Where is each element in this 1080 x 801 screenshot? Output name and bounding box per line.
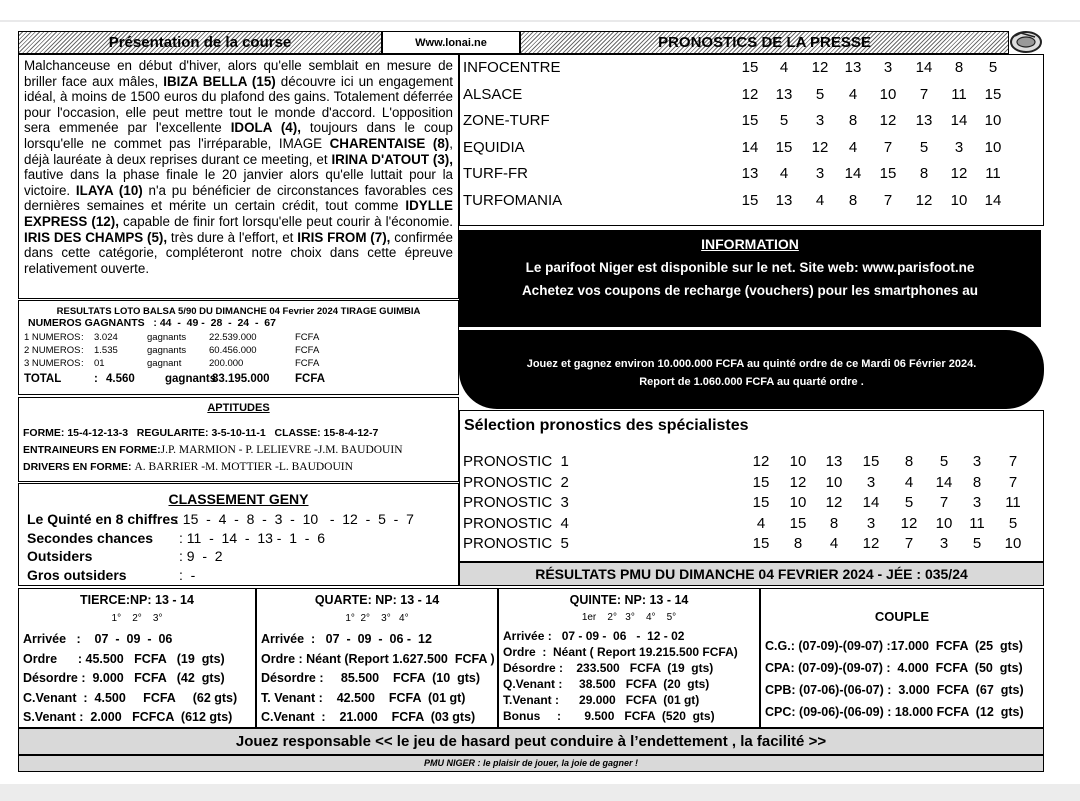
loto-results-box <box>18 300 459 395</box>
press-number: 12 <box>879 112 897 129</box>
quarte-box <box>256 588 498 728</box>
loto-cell-amount: 60.456.000 <box>209 345 257 356</box>
press-number: 12 <box>811 138 829 156</box>
quinte-box <box>498 588 760 728</box>
press-number: 15 <box>741 59 759 76</box>
geny-label: Le Quinté en 8 chiffres <box>27 511 178 527</box>
text-segment: capable de finir fort lorsqu'elle peut courir à l'économie. <box>118 213 453 229</box>
pronostic-number: 12 <box>900 514 918 532</box>
horse-name: IDYLLE EXPRESS (12), <box>24 198 453 229</box>
pronostic-number: 15 <box>752 535 770 552</box>
tierce-line: Désordre : 9.000 FCFA (42 gts) <box>23 671 225 685</box>
geny-value: : - <box>179 566 196 583</box>
loto-total-label: TOTAL <box>24 373 62 385</box>
geny-value: : 11 - 14 - 13 - 1 - 6 <box>179 529 326 546</box>
pronostic-number: 10 <box>1004 535 1022 552</box>
aptitudes-forme: FORME: 15-4-12-13-3 REGULARITE: 3-5-10-11-1 CLASSE: 15-8-4-12-7 <box>23 427 379 439</box>
quinte-line: Q.Venant : 38.500 FCFA (20 gts) <box>503 677 710 691</box>
pronostic-number: 14 <box>862 494 880 511</box>
press-number: 12 <box>741 85 759 103</box>
geny-title: CLASSEMENT GENY <box>168 491 309 507</box>
loto-cell-word: gagnants <box>147 332 187 343</box>
tierce-places: 1° 2° 3° <box>111 613 163 624</box>
pronostic-number: 3 <box>972 453 982 470</box>
jackpot-line-1: Jouez et gagnez environ 10.000.000 FCFA au quinté ordre de ce Mardi 06 Février 2024. <box>526 358 977 370</box>
pronostic-number: 8 <box>793 535 803 552</box>
top-divider <box>0 20 1080 22</box>
press-source-name: INFOCENTRE <box>463 59 561 76</box>
loto-title: RESULTATS LOTO BALSA 5/90 DU DIMANCHE 04 Fevrier 2024 TIRAGE GUIMBIA <box>56 306 421 317</box>
loto-cell-word: gagnants <box>147 345 187 356</box>
pronostic-label: PRONOSTIC 5 <box>463 535 569 552</box>
geny-value: : 15 - 4 - 8 - 3 - 10 - 12 - 5 - 7 <box>175 511 414 527</box>
pronostic-number: 5 <box>972 535 982 552</box>
quarte-line: Ordre : Néant (Report 1.627.500 FCFA ) <box>261 651 495 666</box>
loto-cell-cur: FCFA <box>295 358 320 369</box>
information-line-2: Achetez vos coupons de recharge (vouchers) pour les smartphones au <box>521 283 979 298</box>
text-segment: très dure à l'effort, et <box>167 229 298 245</box>
aptitudes-entraineurs <box>23 444 403 456</box>
geny-label: Outsiders <box>27 548 93 564</box>
press-number: 15 <box>775 138 793 156</box>
loto-cell-sep: : <box>81 332 84 343</box>
press-number: 15 <box>984 85 1002 103</box>
press-number: 8 <box>848 112 858 129</box>
aptitudes-title: APTITUDES <box>207 402 270 414</box>
pronostic-number: 13 <box>825 453 843 470</box>
text-segment: n'a pu bénéficier de circonstances favorables ces dernières semaines et mérite un certain crédit, tout comme <box>24 182 453 214</box>
couple-title: COUPLE <box>874 609 930 624</box>
horse-name: ILAYA (10) <box>75 182 143 198</box>
pronostic-number: 5 <box>904 494 914 511</box>
pronostic-number: 15 <box>752 494 770 511</box>
quinte-line: T.Venant : 29.000 FCFA (01 gt) <box>503 693 700 707</box>
loto-cell-count: 01 <box>94 358 105 369</box>
horse-name: CHARENTAISE (8) <box>329 135 450 151</box>
press-number: 15 <box>741 112 759 129</box>
quarte-line: T. Venant : 42.500 FCFA (01 gt) <box>261 690 466 705</box>
pronostic-number: 10 <box>825 473 843 491</box>
loto-total-count: 4.560 <box>106 373 135 385</box>
press-number: 13 <box>775 191 793 209</box>
horse-name: IRIS DES CHAMPS (5), <box>24 229 168 245</box>
selection-box <box>459 410 1044 562</box>
pronostic-number: 4 <box>904 473 914 491</box>
press-number: 8 <box>848 191 858 209</box>
press-table <box>459 54 1044 226</box>
press-source-name: ZONE-TURF <box>463 112 550 129</box>
pmu-results-title: RÉSULTATS PMU DU DIMANCHE 04 FEVRIER 2024 - JÉE : 035/24 <box>459 562 1044 586</box>
pronostic-number: 7 <box>904 535 914 552</box>
press-number: 11 <box>951 85 967 103</box>
pronostic-number: 4 <box>829 535 839 552</box>
tierce-box <box>18 588 256 728</box>
tierce-line: S.Venant : 2.000 FCFCA (612 gts) <box>23 710 233 724</box>
text-segment: , déjà lauréate à deux reprises durant ce meeting, et <box>24 135 454 167</box>
geny-value: : 9 - 2 <box>179 548 223 564</box>
aptitudes-drivers <box>23 461 353 473</box>
tierce-line: Ordre : 45.500 FCFA (19 gts) <box>23 651 225 666</box>
pronostic-number: 3 <box>972 494 982 511</box>
press-number: 10 <box>984 112 1002 129</box>
pronostic-number: 10 <box>789 494 807 511</box>
geny-label: Gros outsiders <box>27 566 127 583</box>
press-number: 5 <box>919 138 929 156</box>
press-number: 5 <box>779 112 789 129</box>
couple-box <box>760 588 1044 728</box>
loto-total-sep: : <box>94 373 98 385</box>
entraineurs-value: J.P. MARMION - P. LELIEVRE -J.M. BAUDOUIN <box>160 444 403 456</box>
pronostic-number: 10 <box>935 514 953 532</box>
pronostic-number: 14 <box>935 473 953 491</box>
press-number: 8 <box>954 59 964 76</box>
pronostic-number: 8 <box>972 473 982 491</box>
quinte-line: Ordre : Néant ( Report 19.215.500 FCFA) <box>503 645 738 659</box>
press-number: 8 <box>919 165 929 182</box>
press-number: 14 <box>741 138 759 156</box>
jackpot-banner <box>459 330 1044 409</box>
quinte-title: QUINTE: NP: 13 - 14 <box>569 593 689 607</box>
press-number: 10 <box>950 191 968 209</box>
loto-cell-label: 3 NUMEROS <box>24 358 81 369</box>
press-number: 3 <box>815 112 825 129</box>
loto-cell-label: 2 NUMEROS <box>24 345 81 356</box>
press-number: 5 <box>988 59 998 76</box>
text-segment: toujours dans le coup lorsqu'elle ne commet pas l'irréparable, IMAGE <box>24 120 453 151</box>
selection-title: Sélection pronostics des spécialistes <box>464 417 749 434</box>
tierce-title: TIERCE:NP: 13 - 14 <box>80 593 194 607</box>
information-box <box>459 230 1041 327</box>
press-source-name: ALSACE <box>463 85 523 103</box>
quarte-line: Arrivée : 07 - 09 - 06 - 12 <box>261 632 432 646</box>
pronostic-number: 7 <box>1008 453 1018 470</box>
press-number: 4 <box>848 138 858 156</box>
quarte-title: QUARTE: NP: 13 - 14 <box>314 593 440 607</box>
loto-total-cur: FCFA <box>295 373 326 385</box>
presentation-text <box>24 58 453 276</box>
couple-line: CPA: (07-09)-(09-07) : 4.000 FCFA (50 gts) <box>765 661 1023 675</box>
press-number: 3 <box>954 138 964 156</box>
aptitudes-box <box>18 397 459 482</box>
press-number: 15 <box>879 165 897 182</box>
tierce-line: C.Venant : 4.500 FCFA (62 gts) <box>23 690 238 705</box>
quarte-line: C.Venant : 21.000 FCFA (03 gts) <box>261 710 476 724</box>
pronostic-label: PRONOSTIC 3 <box>463 494 569 511</box>
press-number: 13 <box>741 165 759 182</box>
quinte-line: Désordre : 233.500 FCFA (19 gts) <box>503 661 714 675</box>
loto-cell-amount: 200.000 <box>209 358 244 369</box>
pronostic-number: 11 <box>1005 494 1021 511</box>
pronostic-number: 12 <box>789 473 807 491</box>
quinte-places: 1er 2° 3° 4° 5° <box>581 612 677 623</box>
pronostic-number: 10 <box>789 453 807 470</box>
quarte-line: Désordre : 85.500 FCFA (10 gts) <box>261 671 481 685</box>
press-number: 13 <box>775 85 793 103</box>
press-number: 12 <box>950 165 968 182</box>
presentation-title: Présentation de la course <box>108 34 292 51</box>
press-number: 7 <box>883 138 893 156</box>
press-number: 13 <box>915 112 933 129</box>
press-number: 14 <box>950 112 968 129</box>
jackpot-line-2: Report de 1.060.000 FCFA au quarté ordre . <box>639 376 864 388</box>
information-line-1: Le parifoot Niger est disponible sur le net. Site web: www.parisfoot.ne <box>525 260 975 275</box>
pronostic-number: 8 <box>904 453 914 470</box>
drivers-value: A. BARRIER -M. MOTTIER -L. BAUDOUIN <box>134 461 353 473</box>
loto-cell-cur: FCFA <box>295 345 320 356</box>
entraineurs-label: ENTRAINEURS EN FORME: <box>23 444 161 456</box>
press-source-name: TURF-FR <box>463 165 528 182</box>
loto-cell-sep: : <box>81 358 84 369</box>
press-source-name: EQUIDIA <box>463 138 525 156</box>
text-segment: découvre ici un engagement idéal, à moins de 1500 euros du plafond des gains. Totalement déferrée pour l'occasion, elle peut mettre tout le monde d'accord. L'opposition sera emmenée par l'excellente <box>24 73 453 136</box>
press-number: 5 <box>815 85 825 103</box>
pronostic-number: 15 <box>752 473 770 491</box>
pronostic-number: 5 <box>939 453 949 470</box>
couple-line: C.G.: (07-09)-(09-07) :17.000 FCFA (25 gts) <box>765 639 1023 653</box>
loto-cell-cur: FCFA <box>295 332 320 343</box>
pronostic-number: 3 <box>866 473 876 491</box>
pronostic-label: PRONOSTIC 2 <box>463 473 569 491</box>
pronostic-number: 7 <box>939 494 949 511</box>
press-number: 15 <box>741 191 759 209</box>
pronostic-number: 12 <box>862 535 880 552</box>
presentation-box <box>18 54 459 299</box>
quinte-line: Arrivée : 07 - 09 - 06 - 12 - 02 <box>503 629 685 643</box>
loto-winning-numbers: NUMEROS GAGNANTS : 44 - 49 - 28 - 24 - 67 <box>28 317 276 329</box>
press-number: 14 <box>984 191 1002 209</box>
pmu-slogan: PMU NIGER : le plaisir de jouer, la joie de gagner ! <box>18 755 1044 772</box>
couple-line: CPC: (09-06)-(06-09) : 18.000 FCFA (12 gts) <box>765 705 1024 719</box>
responsible-gaming-banner: Jouez responsable << le jeu de hasard peut conduire à l’endettement , la facilité >> <box>18 728 1044 755</box>
pronostic-number: 7 <box>1008 473 1018 491</box>
text-segment: Malchanceuse en début d'hiver, alors qu'elle semblait en mesure de briller face aux mâles, <box>24 58 453 89</box>
pronostic-number: 11 <box>969 514 985 532</box>
press-number: 7 <box>883 191 893 209</box>
quinte-line: Bonus : 9.500 FCFA (520 gts) <box>503 709 715 723</box>
press-header <box>520 31 1009 54</box>
press-number: 4 <box>779 59 789 76</box>
horse-name: IDOLA (4), <box>230 120 301 136</box>
text-segment: confirmée dans cette catégorie, compléteront notre choix dans cette épreuve relativement ouverte. <box>24 229 453 276</box>
geny-label: Secondes chances <box>27 529 154 546</box>
press-number: 12 <box>915 191 933 209</box>
press-source-name: TURFOMANIA <box>463 191 563 209</box>
horse-name: IRINA D'ATOUT (3), <box>331 151 453 167</box>
bottom-strip <box>0 784 1080 801</box>
loto-cell-word: gagnant <box>147 358 182 369</box>
press-number: 10 <box>984 138 1002 156</box>
press-title: PRONOSTICS DE LA PRESSE <box>658 34 871 51</box>
pronostic-number: 3 <box>939 535 949 552</box>
press-number: 10 <box>879 85 897 103</box>
presentation-header <box>18 31 382 54</box>
loto-cell-sep: : <box>81 345 84 356</box>
horse-name: IRIS FROM (7), <box>297 229 391 245</box>
drivers-label: DRIVERS EN FORME: <box>23 461 135 473</box>
quarte-places: 1° 2° 3° 4° <box>345 613 409 624</box>
press-number: 11 <box>985 165 1001 182</box>
loto-cell-count: 3.024 <box>94 332 118 343</box>
information-title: INFORMATION <box>701 236 799 252</box>
press-number: 7 <box>919 85 929 103</box>
press-number: 3 <box>815 165 825 182</box>
pronostic-label: PRONOSTIC 4 <box>463 514 569 532</box>
pronostic-number: 15 <box>789 514 807 532</box>
logo-icon <box>1009 28 1044 56</box>
couple-line: CPB: (07-06)-(06-07) : 3.000 FCFA (67 gts) <box>765 683 1024 697</box>
loto-cell-count: 1.535 <box>94 345 118 356</box>
loto-total-amount: 83.195.000 <box>212 373 270 385</box>
press-number: 12 <box>811 59 829 76</box>
press-number: 3 <box>883 59 893 76</box>
pronostic-label: PRONOSTIC 1 <box>463 453 569 470</box>
pronostic-number: 3 <box>866 514 876 532</box>
press-number: 14 <box>844 165 862 182</box>
loto-cell-amount: 22.539.000 <box>209 332 257 343</box>
press-number: 4 <box>779 165 789 182</box>
press-number: 14 <box>915 59 933 76</box>
press-number: 4 <box>848 85 858 103</box>
press-number: 13 <box>844 59 862 76</box>
loto-total-word: gagnants <box>165 373 217 385</box>
tierce-line: Arrivée : 07 - 09 - 06 <box>23 632 173 646</box>
pronostic-number: 15 <box>862 453 880 470</box>
pronostic-number: 5 <box>1008 514 1018 532</box>
text-segment: fautive dans la phase finale le 20 janvier alors qu'elle luttait pour la victoire. <box>24 167 453 198</box>
geny-box <box>18 483 459 586</box>
pronostic-number: 12 <box>752 453 770 470</box>
press-number: 4 <box>815 191 825 209</box>
website-label: Www.lonai.ne <box>382 31 520 54</box>
pronostic-number: 12 <box>825 494 843 511</box>
horse-name: IBIZA BELLA (15) <box>163 73 276 89</box>
pronostic-number: 8 <box>829 514 839 532</box>
pronostic-number: 4 <box>756 514 766 532</box>
loto-cell-label: 1 NUMEROS <box>24 332 81 343</box>
